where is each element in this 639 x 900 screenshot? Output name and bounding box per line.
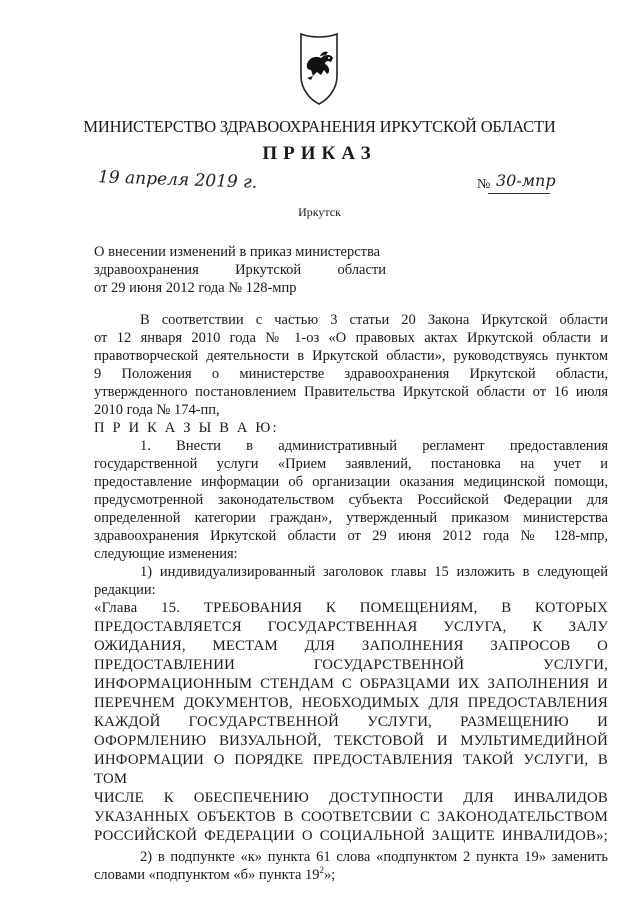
chapter-line: ОЖИДАНИЯ, МЕСТАМ ДЛЯ ЗАПОЛНЕНИЯ ЗАПРОСОВ О [94,638,608,654]
preamble-line: от 12 января 2010 года № 1-оз «О правовых актах Иркутской области и [94,330,608,346]
preamble-line: утвержденного постановлением Правительства Иркутской области от 16 июля [94,384,608,400]
chapter-line: РОССИЙСКОЙ ФЕДЕРАЦИИ О СОЦИАЛЬНОЙ ЗАЩИТЕ ИНВАЛИДОВ»; [94,828,608,844]
chapter-line: ОФОРМЛЕНИЮ ВИЗУАЛЬНОЙ, ТЕКСТОВОЙ И МУЛЬТИМЕДИЙНОЙ [94,733,608,749]
handwritten-date: 19 апреля 2019 г. [97,167,258,193]
preamble-line: 2010 года № 174-пп, [94,402,220,418]
chapter-line: ИНФОРМАЦИИ О ПОРЯДКЕ ПРЕДОСТАВЛЕНИЯ ТАКОЙ УСЛУГИ, В ТОМ [94,752,608,787]
chapter-line: ЧИСЛЕ К ОБЕСПЕЧЕНИЮ ДОСТУПНОСТИ ДЛЯ ИНВАЛИДОВ [94,790,608,806]
document-type-title: ПРИКАЗ [262,143,377,164]
number-label: № [477,177,491,192]
preamble-line: правотворческой деятельности в Иркутской области», руководствуясь пунктом [94,348,608,364]
number-underline [488,193,550,194]
chapter-line: ПЕРЕЧНЕМ ДОКУМЕНТОВ, НЕОБХОДИМЫХ ДЛЯ ПРЕДОСТАВЛЕНИЯ [94,695,608,711]
chapter-title-block [94,599,608,846]
subject-line: здравоохранения Иркутской области [94,262,386,278]
subitem2-tail: »; [324,867,336,883]
irkutsk-coat-of-arms-icon [287,28,351,108]
subitem1-line: редакции: [94,582,156,598]
item1-line: здравоохранения Иркутской области от 29 июня 2012 года № 128-мпр, [94,528,608,544]
chapter-line: УКАЗАННЫХ ОБЪЕКТОВ В СООТВЕТСВИИ С ЗАКОНОДАТЕЛЬСТВОМ [94,809,608,825]
city-name: Иркутск [298,205,341,219]
chapter-line: ПРЕДОСТАВЛЯЕТСЯ ГОСУДАРСТВЕННАЯ УСЛУГА, К ЗАЛУ [94,619,608,635]
superscript: 2 [319,865,325,876]
document-subject [94,243,386,297]
handwritten-number: 30-мпр [496,171,556,190]
item1-line: следующие изменения: [94,546,238,562]
item1-line: предусмотренной законодательством субъекта Российской Федерации для [94,492,608,508]
preamble-line: В соответствии с частью 3 статьи 20 Закона Иркутской области [140,312,608,328]
document-body [94,311,608,884]
subitem2-text: словами «подпунктом «б» пункта 19 [94,867,320,883]
subitem2-line [94,866,608,884]
chapter-line: КАЖДОЙ ГОСУДАРСТВЕННОЙ УСЛУГИ, РАЗМЕЩЕНИЮ И [94,714,608,730]
item1-line: предоставление информации об организации оказания медицинской помощи, [94,474,608,490]
item1-line: определенной категории граждан», утвержденный приказом министерства [94,510,608,526]
preamble-line: 9 Положения о министерстве здравоохранения Иркутской области, [94,366,608,382]
chapter-line: «Глава 15. ТРЕБОВАНИЯ К ПОМЕЩЕНИЯМ, В КОТОРЫХ [94,600,608,616]
subitem1-line: 1) индивидуализированный заголовок главы 15 изложить в следующей [140,564,608,580]
ministry-name: МИНИСТЕРСТВО ЗДРАВООХРАНЕНИЯ ИРКУТСКОЙ ОБЛАСТИ [83,117,556,136]
subitem2-line: 2) в подпункте «к» пункта 61 слова «подпунктом 2 пункта 19» заменить [140,849,608,865]
chapter-line: ПРЕДОСТАВЛЕНИИ ГОСУДАРСТВЕННОЙ УСЛУГИ, [94,657,608,673]
item1-line: государственной услуги «Прием заявлений, постановка на учет и [94,456,608,472]
subject-line: О внесении изменений в приказ министерства [94,244,381,260]
order-word: П Р И К А З Ы В А Ю: [94,420,279,436]
item1-line: 1. Внести в административный регламент предоставления [140,438,608,454]
subject-line: от 29 июня 2012 года № 128-мпр [94,280,297,296]
chapter-line: ИНФОРМАЦИОННЫМ СТЕНДАМ С ОБРАЗЦАМИ ИХ ЗАПОЛНЕНИЯ И [94,676,608,692]
